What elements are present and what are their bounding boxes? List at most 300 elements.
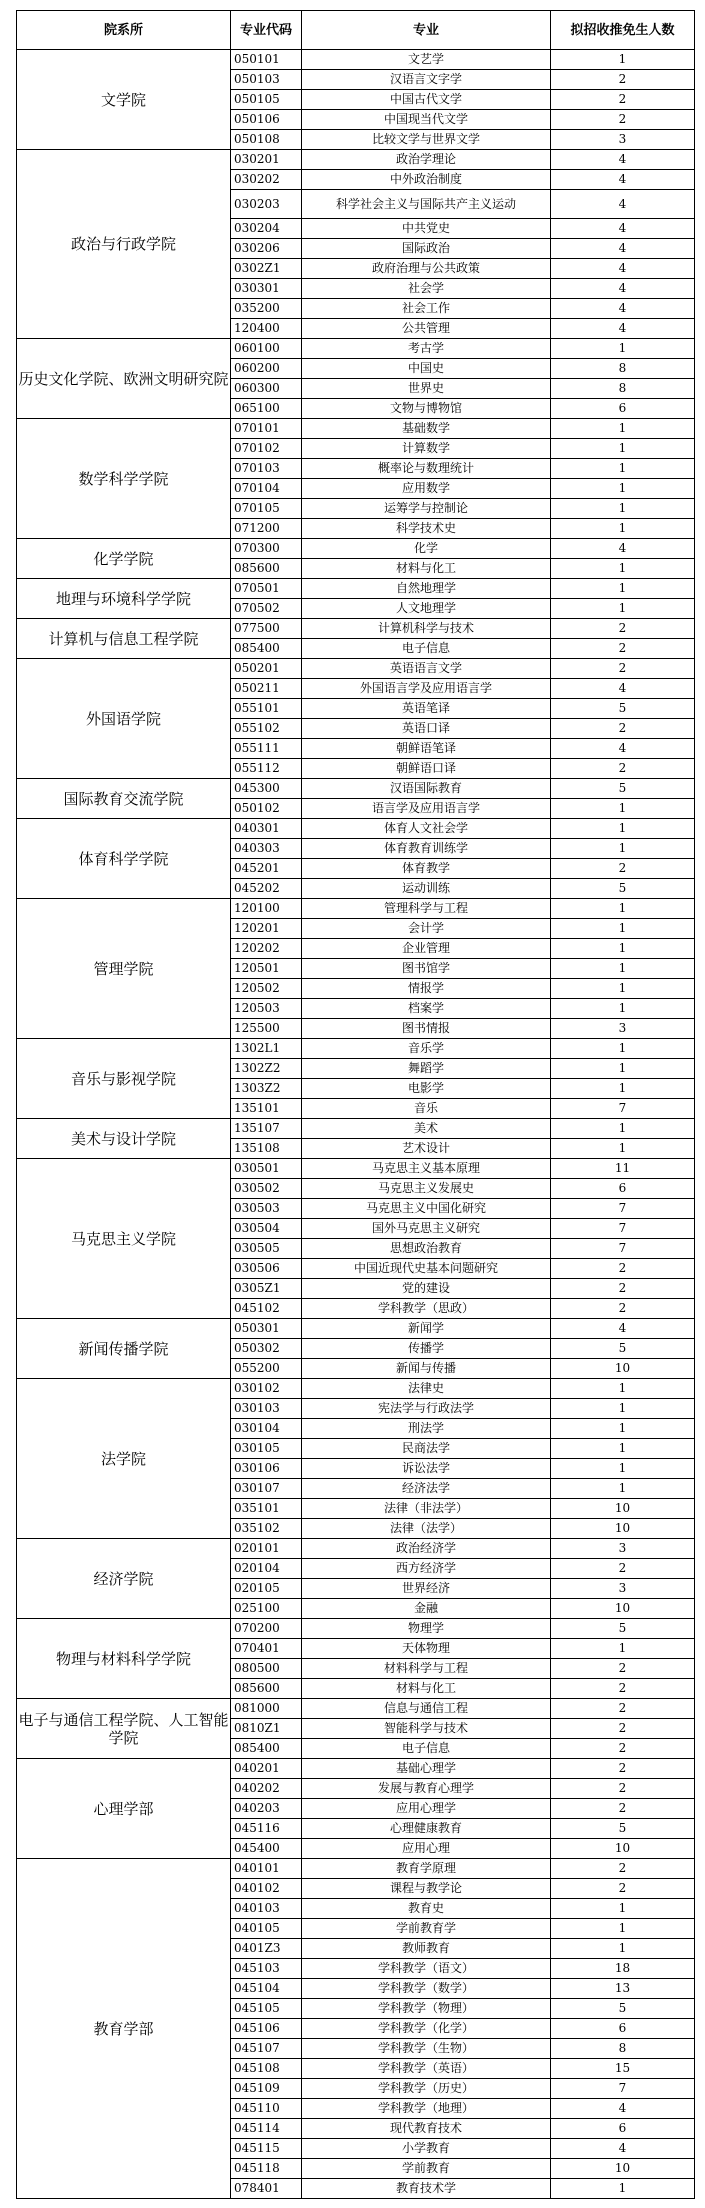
quota-cell: 1 bbox=[551, 979, 695, 999]
code-cell: 120501 bbox=[231, 959, 302, 979]
code-cell: 040201 bbox=[231, 1759, 302, 1779]
table-row bbox=[17, 1319, 695, 1339]
major-cell: 科学技术史 bbox=[302, 519, 551, 539]
code-cell: 070300 bbox=[231, 539, 302, 559]
major-cell: 新闻与传播 bbox=[302, 1359, 551, 1379]
code-cell: 060200 bbox=[231, 359, 302, 379]
quota-cell: 4 bbox=[551, 279, 695, 299]
major-cell: 文艺学 bbox=[302, 50, 551, 70]
quota-cell: 1 bbox=[551, 819, 695, 839]
major-cell: 课程与教学论 bbox=[302, 1879, 551, 1899]
major-cell: 中国古代文学 bbox=[302, 90, 551, 110]
major-cell: 管理科学与工程 bbox=[302, 899, 551, 919]
code-cell: 135108 bbox=[231, 1139, 302, 1159]
major-cell: 诉讼法学 bbox=[302, 1459, 551, 1479]
major-cell: 国际政治 bbox=[302, 239, 551, 259]
major-cell: 舞蹈学 bbox=[302, 1059, 551, 1079]
major-cell: 社会工作 bbox=[302, 299, 551, 319]
major-cell: 党的建设 bbox=[302, 1279, 551, 1299]
quota-cell: 1 bbox=[551, 1939, 695, 1959]
code-cell: 050101 bbox=[231, 50, 302, 70]
quota-cell: 2 bbox=[551, 1279, 695, 1299]
department-cell: 数学科学学院 bbox=[17, 419, 231, 539]
code-cell: 055101 bbox=[231, 699, 302, 719]
header-code: 专业代码 bbox=[231, 11, 302, 50]
code-cell: 050211 bbox=[231, 679, 302, 699]
major-cell: 学科教学（物理） bbox=[302, 1999, 551, 2019]
code-cell: 050301 bbox=[231, 1319, 302, 1339]
code-cell: 135107 bbox=[231, 1119, 302, 1139]
table-row bbox=[17, 1619, 695, 1639]
quota-cell: 4 bbox=[551, 239, 695, 259]
code-cell: 045107 bbox=[231, 2039, 302, 2059]
quota-cell: 1 bbox=[551, 1119, 695, 1139]
quota-cell: 4 bbox=[551, 259, 695, 279]
quota-cell: 1 bbox=[551, 339, 695, 359]
quota-cell: 2 bbox=[551, 759, 695, 779]
department-cell: 心理学部 bbox=[17, 1759, 231, 1859]
major-cell: 语言学及应用语言学 bbox=[302, 799, 551, 819]
quota-cell: 6 bbox=[551, 2019, 695, 2039]
major-cell: 民商法学 bbox=[302, 1439, 551, 1459]
code-cell: 085600 bbox=[231, 1679, 302, 1699]
code-cell: 035200 bbox=[231, 299, 302, 319]
major-cell: 教育史 bbox=[302, 1899, 551, 1919]
major-cell: 汉语言文字学 bbox=[302, 70, 551, 90]
quota-cell: 1 bbox=[551, 559, 695, 579]
quota-cell: 2 bbox=[551, 859, 695, 879]
table-body bbox=[17, 50, 695, 2199]
quota-cell: 10 bbox=[551, 1359, 695, 1379]
department-cell: 化学学院 bbox=[17, 539, 231, 579]
quota-cell: 3 bbox=[551, 130, 695, 150]
quota-cell: 1 bbox=[551, 1139, 695, 1159]
code-cell: 045102 bbox=[231, 1299, 302, 1319]
quota-cell: 4 bbox=[551, 319, 695, 339]
major-cell: 金融 bbox=[302, 1599, 551, 1619]
code-cell: 040102 bbox=[231, 1879, 302, 1899]
code-cell: 050103 bbox=[231, 70, 302, 90]
code-cell: 085400 bbox=[231, 639, 302, 659]
department-cell: 法学院 bbox=[17, 1379, 231, 1539]
code-cell: 030102 bbox=[231, 1379, 302, 1399]
quota-cell: 1 bbox=[551, 999, 695, 1019]
code-cell: 040303 bbox=[231, 839, 302, 859]
code-cell: 030105 bbox=[231, 1439, 302, 1459]
code-cell: 070104 bbox=[231, 479, 302, 499]
major-cell: 体育教育训练学 bbox=[302, 839, 551, 859]
table-row bbox=[17, 899, 695, 919]
code-cell: 055112 bbox=[231, 759, 302, 779]
quota-cell: 5 bbox=[551, 879, 695, 899]
code-cell: 045400 bbox=[231, 1839, 302, 1859]
quota-cell: 2 bbox=[551, 659, 695, 679]
quota-cell: 7 bbox=[551, 1219, 695, 1239]
major-cell: 马克思主义中国化研究 bbox=[302, 1199, 551, 1219]
code-cell: 077500 bbox=[231, 619, 302, 639]
major-cell: 学前教育学 bbox=[302, 1919, 551, 1939]
code-cell: 045110 bbox=[231, 2099, 302, 2119]
code-cell: 030501 bbox=[231, 1159, 302, 1179]
quota-cell: 2 bbox=[551, 1699, 695, 1719]
major-cell: 学科教学（化学） bbox=[302, 2019, 551, 2039]
major-cell: 社会学 bbox=[302, 279, 551, 299]
table-row bbox=[17, 419, 695, 439]
code-cell: 050201 bbox=[231, 659, 302, 679]
table-row bbox=[17, 1379, 695, 1399]
major-cell: 朝鲜语笔译 bbox=[302, 739, 551, 759]
code-cell: 030505 bbox=[231, 1239, 302, 1259]
major-cell: 中国史 bbox=[302, 359, 551, 379]
code-cell: 050102 bbox=[231, 799, 302, 819]
quota-cell: 6 bbox=[551, 399, 695, 419]
code-cell: 1302L1 bbox=[231, 1039, 302, 1059]
quota-cell: 4 bbox=[551, 2139, 695, 2159]
major-cell: 情报学 bbox=[302, 979, 551, 999]
code-cell: 035102 bbox=[231, 1519, 302, 1539]
table-row bbox=[17, 1039, 695, 1059]
code-cell: 030201 bbox=[231, 150, 302, 170]
code-cell: 070502 bbox=[231, 599, 302, 619]
code-cell: 120202 bbox=[231, 939, 302, 959]
table-row bbox=[17, 779, 695, 799]
major-cell: 档案学 bbox=[302, 999, 551, 1019]
code-cell: 070101 bbox=[231, 419, 302, 439]
major-cell: 朝鲜语口译 bbox=[302, 759, 551, 779]
quota-cell: 7 bbox=[551, 1199, 695, 1219]
major-cell: 汉语国际教育 bbox=[302, 779, 551, 799]
major-cell: 学科教学（数学） bbox=[302, 1979, 551, 1999]
department-cell: 马克思主义学院 bbox=[17, 1159, 231, 1319]
major-cell: 发展与教育心理学 bbox=[302, 1779, 551, 1799]
quota-cell: 1 bbox=[551, 1059, 695, 1079]
major-cell: 经济法学 bbox=[302, 1479, 551, 1499]
department-cell: 历史文化学院、欧洲文明研究院 bbox=[17, 339, 231, 419]
major-cell: 英语口译 bbox=[302, 719, 551, 739]
code-cell: 045118 bbox=[231, 2159, 302, 2179]
table-row bbox=[17, 339, 695, 359]
major-cell: 音乐学 bbox=[302, 1039, 551, 1059]
table-row bbox=[17, 50, 695, 70]
quota-cell: 1 bbox=[551, 579, 695, 599]
major-cell: 材料与化工 bbox=[302, 559, 551, 579]
quota-cell: 1 bbox=[551, 1399, 695, 1419]
code-cell: 045108 bbox=[231, 2059, 302, 2079]
code-cell: 0810Z1 bbox=[231, 1719, 302, 1739]
quota-cell: 5 bbox=[551, 1619, 695, 1639]
quota-cell: 5 bbox=[551, 1999, 695, 2019]
quota-cell: 5 bbox=[551, 699, 695, 719]
major-cell: 考古学 bbox=[302, 339, 551, 359]
code-cell: 120502 bbox=[231, 979, 302, 999]
major-cell: 法律史 bbox=[302, 1379, 551, 1399]
quota-cell: 2 bbox=[551, 1779, 695, 1799]
code-cell: 050106 bbox=[231, 110, 302, 130]
code-cell: 070103 bbox=[231, 459, 302, 479]
major-cell: 教育技术学 bbox=[302, 2179, 551, 2199]
major-cell: 政府治理与公共政策 bbox=[302, 259, 551, 279]
quota-cell: 2 bbox=[551, 1679, 695, 1699]
quota-cell: 10 bbox=[551, 1839, 695, 1859]
quota-cell: 10 bbox=[551, 1519, 695, 1539]
code-cell: 030506 bbox=[231, 1259, 302, 1279]
table-row bbox=[17, 1159, 695, 1179]
quota-cell: 1 bbox=[551, 1419, 695, 1439]
major-cell: 体育人文社会学 bbox=[302, 819, 551, 839]
code-cell: 040202 bbox=[231, 1779, 302, 1799]
code-cell: 080500 bbox=[231, 1659, 302, 1679]
quota-cell: 4 bbox=[551, 150, 695, 170]
department-cell: 文学院 bbox=[17, 50, 231, 150]
quota-cell: 1 bbox=[551, 1079, 695, 1099]
major-cell: 企业管理 bbox=[302, 939, 551, 959]
major-cell: 物理学 bbox=[302, 1619, 551, 1639]
department-cell: 美术与设计学院 bbox=[17, 1119, 231, 1159]
quota-cell: 1 bbox=[551, 439, 695, 459]
code-cell: 078401 bbox=[231, 2179, 302, 2199]
code-cell: 050302 bbox=[231, 1339, 302, 1359]
quota-cell: 4 bbox=[551, 170, 695, 190]
table-row bbox=[17, 539, 695, 559]
quota-cell: 1 bbox=[551, 519, 695, 539]
major-cell: 中共党史 bbox=[302, 219, 551, 239]
code-cell: 120201 bbox=[231, 919, 302, 939]
code-cell: 030503 bbox=[231, 1199, 302, 1219]
major-cell: 法律（非法学） bbox=[302, 1499, 551, 1519]
major-cell: 刑法学 bbox=[302, 1419, 551, 1439]
quota-cell: 1 bbox=[551, 1379, 695, 1399]
department-cell: 音乐与影视学院 bbox=[17, 1039, 231, 1119]
code-cell: 020101 bbox=[231, 1539, 302, 1559]
quota-cell: 2 bbox=[551, 1259, 695, 1279]
quota-cell: 1 bbox=[551, 419, 695, 439]
table-row bbox=[17, 1759, 695, 1779]
major-cell: 体育教学 bbox=[302, 859, 551, 879]
code-cell: 070401 bbox=[231, 1639, 302, 1659]
code-cell: 040101 bbox=[231, 1859, 302, 1879]
code-cell: 081000 bbox=[231, 1699, 302, 1719]
major-cell: 现代教育技术 bbox=[302, 2119, 551, 2139]
quota-cell: 4 bbox=[551, 679, 695, 699]
major-cell: 学科教学（语文） bbox=[302, 1959, 551, 1979]
quota-cell: 4 bbox=[551, 739, 695, 759]
quota-cell: 3 bbox=[551, 1579, 695, 1599]
department-cell: 新闻传播学院 bbox=[17, 1319, 231, 1379]
code-cell: 0401Z3 bbox=[231, 1939, 302, 1959]
code-cell: 035101 bbox=[231, 1499, 302, 1519]
code-cell: 050108 bbox=[231, 130, 302, 150]
code-cell: 020104 bbox=[231, 1559, 302, 1579]
major-cell: 艺术设计 bbox=[302, 1139, 551, 1159]
code-cell: 125500 bbox=[231, 1019, 302, 1039]
code-cell: 045105 bbox=[231, 1999, 302, 2019]
quota-cell: 2 bbox=[551, 90, 695, 110]
code-cell: 030204 bbox=[231, 219, 302, 239]
quota-cell: 2 bbox=[551, 1859, 695, 1879]
quota-cell: 6 bbox=[551, 2119, 695, 2139]
major-cell: 计算数学 bbox=[302, 439, 551, 459]
code-cell: 045116 bbox=[231, 1819, 302, 1839]
quota-cell: 2 bbox=[551, 719, 695, 739]
table-row bbox=[17, 1699, 695, 1719]
quota-cell: 1 bbox=[551, 50, 695, 70]
header-major: 专业 bbox=[302, 11, 551, 50]
major-cell: 学科教学（地理） bbox=[302, 2099, 551, 2119]
quota-cell: 4 bbox=[551, 1319, 695, 1339]
quota-cell: 2 bbox=[551, 639, 695, 659]
quota-cell: 10 bbox=[551, 1599, 695, 1619]
quota-cell: 1 bbox=[551, 1039, 695, 1059]
quota-cell: 15 bbox=[551, 2059, 695, 2079]
major-cell: 应用心理学 bbox=[302, 1799, 551, 1819]
quota-cell: 1 bbox=[551, 479, 695, 499]
code-cell: 030106 bbox=[231, 1459, 302, 1479]
major-cell: 宪法学与行政法学 bbox=[302, 1399, 551, 1419]
header-row bbox=[17, 11, 695, 50]
code-cell: 120503 bbox=[231, 999, 302, 1019]
code-cell: 120100 bbox=[231, 899, 302, 919]
major-cell: 思想政治教育 bbox=[302, 1239, 551, 1259]
major-cell: 学科教学（英语） bbox=[302, 2059, 551, 2079]
department-cell: 政治与行政学院 bbox=[17, 150, 231, 339]
code-cell: 030107 bbox=[231, 1479, 302, 1499]
major-cell: 教育学原理 bbox=[302, 1859, 551, 1879]
quota-cell: 1 bbox=[551, 1639, 695, 1659]
department-cell: 外国语学院 bbox=[17, 659, 231, 779]
major-cell: 运动训练 bbox=[302, 879, 551, 899]
department-cell: 经济学院 bbox=[17, 1539, 231, 1619]
code-cell: 065100 bbox=[231, 399, 302, 419]
quota-cell: 1 bbox=[551, 899, 695, 919]
major-cell: 西方经济学 bbox=[302, 1559, 551, 1579]
major-cell: 美术 bbox=[302, 1119, 551, 1139]
table-row bbox=[17, 150, 695, 170]
code-cell: 030301 bbox=[231, 279, 302, 299]
major-cell: 教师教育 bbox=[302, 1939, 551, 1959]
quota-cell: 1 bbox=[551, 1459, 695, 1479]
major-cell: 电影学 bbox=[302, 1079, 551, 1099]
code-cell: 055102 bbox=[231, 719, 302, 739]
code-cell: 045109 bbox=[231, 2079, 302, 2099]
quota-cell: 7 bbox=[551, 1239, 695, 1259]
code-cell: 030104 bbox=[231, 1419, 302, 1439]
code-cell: 045106 bbox=[231, 2019, 302, 2039]
major-cell: 计算机科学与技术 bbox=[302, 619, 551, 639]
header-quota: 拟招收推免生人数 bbox=[551, 11, 695, 50]
major-cell: 图书馆学 bbox=[302, 959, 551, 979]
major-cell: 天体物理 bbox=[302, 1639, 551, 1659]
major-cell: 政治经济学 bbox=[302, 1539, 551, 1559]
code-cell: 085600 bbox=[231, 559, 302, 579]
admission-quota-table bbox=[16, 10, 695, 2199]
code-cell: 070105 bbox=[231, 499, 302, 519]
major-cell: 文物与博物馆 bbox=[302, 399, 551, 419]
quota-cell: 7 bbox=[551, 2079, 695, 2099]
quota-cell: 10 bbox=[551, 2159, 695, 2179]
code-cell: 020105 bbox=[231, 1579, 302, 1599]
quota-cell: 5 bbox=[551, 779, 695, 799]
quota-cell: 8 bbox=[551, 379, 695, 399]
major-cell: 基础心理学 bbox=[302, 1759, 551, 1779]
department-cell: 地理与环境科学学院 bbox=[17, 579, 231, 619]
code-cell: 045202 bbox=[231, 879, 302, 899]
quota-cell: 4 bbox=[551, 539, 695, 559]
major-cell: 智能科学与技术 bbox=[302, 1719, 551, 1739]
code-cell: 055200 bbox=[231, 1359, 302, 1379]
code-cell: 0302Z1 bbox=[231, 259, 302, 279]
table-row bbox=[17, 1859, 695, 1879]
quota-cell: 1 bbox=[551, 959, 695, 979]
quota-cell: 1 bbox=[551, 1919, 695, 1939]
major-cell: 马克思主义发展史 bbox=[302, 1179, 551, 1199]
quota-cell: 2 bbox=[551, 1719, 695, 1739]
major-cell: 学科教学（思政） bbox=[302, 1299, 551, 1319]
major-cell: 图书情报 bbox=[302, 1019, 551, 1039]
major-cell: 法律（法学） bbox=[302, 1519, 551, 1539]
department-cell: 教育学部 bbox=[17, 1859, 231, 2199]
code-cell: 030504 bbox=[231, 1219, 302, 1239]
major-cell: 学前教育 bbox=[302, 2159, 551, 2179]
major-cell: 材料科学与工程 bbox=[302, 1659, 551, 1679]
quota-cell: 3 bbox=[551, 1539, 695, 1559]
quota-cell: 1 bbox=[551, 839, 695, 859]
code-cell: 1302Z2 bbox=[231, 1059, 302, 1079]
department-cell: 电子与通信工程学院、人工智能学院 bbox=[17, 1699, 231, 1759]
table-row bbox=[17, 819, 695, 839]
quota-cell: 1 bbox=[551, 939, 695, 959]
major-cell: 化学 bbox=[302, 539, 551, 559]
major-cell: 世界经济 bbox=[302, 1579, 551, 1599]
major-cell: 基础数学 bbox=[302, 419, 551, 439]
major-cell: 科学社会主义与国际共产主义运动 bbox=[302, 190, 551, 219]
code-cell: 085400 bbox=[231, 1739, 302, 1759]
major-cell: 学科教学（历史） bbox=[302, 2079, 551, 2099]
quota-cell: 1 bbox=[551, 459, 695, 479]
department-cell: 国际教育交流学院 bbox=[17, 779, 231, 819]
code-cell: 055111 bbox=[231, 739, 302, 759]
quota-cell: 11 bbox=[551, 1159, 695, 1179]
quota-cell: 1 bbox=[551, 799, 695, 819]
quota-cell: 4 bbox=[551, 299, 695, 319]
quota-cell: 10 bbox=[551, 1499, 695, 1519]
major-cell: 中国近现代史基本问题研究 bbox=[302, 1259, 551, 1279]
major-cell: 人文地理学 bbox=[302, 599, 551, 619]
code-cell: 040301 bbox=[231, 819, 302, 839]
major-cell: 运筹学与控制论 bbox=[302, 499, 551, 519]
major-cell: 英语笔译 bbox=[302, 699, 551, 719]
code-cell: 070102 bbox=[231, 439, 302, 459]
department-cell: 体育科学学院 bbox=[17, 819, 231, 899]
code-cell: 045300 bbox=[231, 779, 302, 799]
quota-cell: 1 bbox=[551, 599, 695, 619]
department-cell: 计算机与信息工程学院 bbox=[17, 619, 231, 659]
quota-cell: 18 bbox=[551, 1959, 695, 1979]
quota-cell: 1 bbox=[551, 2179, 695, 2199]
code-cell: 050105 bbox=[231, 90, 302, 110]
quota-cell: 13 bbox=[551, 1979, 695, 1999]
quota-cell: 2 bbox=[551, 110, 695, 130]
major-cell: 英语语言文学 bbox=[302, 659, 551, 679]
quota-cell: 2 bbox=[551, 1559, 695, 1579]
quota-cell: 1 bbox=[551, 1899, 695, 1919]
department-cell: 物理与材料科学学院 bbox=[17, 1619, 231, 1699]
quota-cell: 4 bbox=[551, 190, 695, 219]
code-cell: 060100 bbox=[231, 339, 302, 359]
code-cell: 030202 bbox=[231, 170, 302, 190]
code-cell: 040103 bbox=[231, 1899, 302, 1919]
major-cell: 公共管理 bbox=[302, 319, 551, 339]
major-cell: 中外政治制度 bbox=[302, 170, 551, 190]
